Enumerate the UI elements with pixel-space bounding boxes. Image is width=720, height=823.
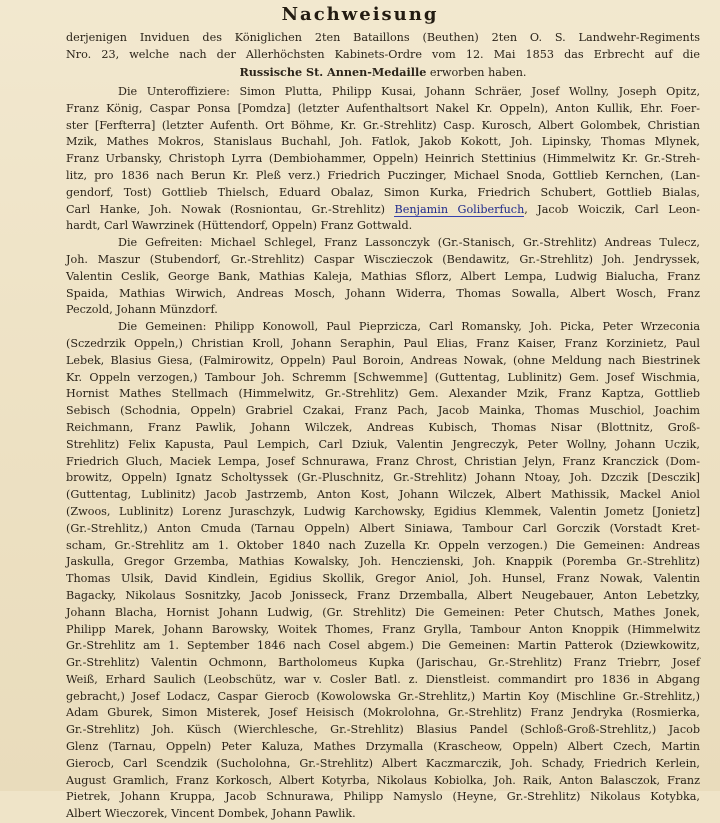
text-line: Johann Blacha, Hornist Johann Ludwig, (Gr. Strehlitz) Die Gemeinen: Peter Chutsch, Mathes Jonek, (66, 605, 700, 619)
text-line: gendorf, Tost) Gottlieb Thielsch, Eduard Obalaz, Simon Kurka, Friedrich Schubert, Gottlieb Bialas, (66, 185, 700, 199)
text-line: Strehlitz) Felix Kapusta, Paul Lempich, Carl Dziuk, Valentin Jengreczyk, Peter Wollny, Johann Uczik, (66, 437, 700, 451)
text-line: Lebek, Blasius Giesa, (Falmirowitz, Oppeln) Paul Boroin, Andreas Nowak, (ohne Meldung nach Biestrinek (66, 353, 700, 367)
text-line: Albert Wieczorek, Vincent Dombek, Johann Pawlik. (66, 807, 356, 821)
text-line: Thomas Ulsik, David Kindlein, Egidius Skollik, Gregor Aniol, Joh. Hunsel, Franz Nowak, Valentin (66, 572, 700, 586)
text-line: Die Gefreiten: Michael Schlegel, Franz Lassonczyk (Gr.-Stanisch, Gr.-Strehlitz) Andreas Tulecz, (118, 236, 700, 250)
text-line: Adam Gburek, Simon Misterek, Josef Heisisch (Mokrolohna, Gr.-Strehlitz) Franz Jendryka (Rosmierka, (66, 706, 700, 720)
text-line: Franz Urbansky, Christoph Lyrra (Dembiohammer, Oppeln) Heinrich Stettinius (Himmelwitz Kr. Gr.-Streh- (66, 152, 700, 166)
text-line: Peczold, Johann Münzdorf. (66, 303, 218, 317)
text-line: Sebisch (Schodnia, Oppeln) Grabriel Czakai, Franz Pach, Jacob Mainka, Thomas Muschiol, Joachim (66, 404, 700, 418)
text-line: Gr.-Strehlitz am 1. September 1846 nach Cosel abgem.) Die Gemeinen: Martin Patterok (Dziewkowitz, (66, 639, 700, 653)
paragraph-gefreiten (66, 235, 700, 319)
document-body (66, 84, 700, 823)
text-line: Philipp Marek, Johann Barowsky, Woitek Thomes, Franz Grylla, Tambour Anton Knoppik (Himmelwitz (66, 622, 700, 636)
intro-line: derjenigen Inviduen des Königlichen 2ten Bataillons (Beuthen) 2ten O. S. Landwehr-Regiments (66, 31, 700, 44)
intro-line: Nro. 23, welche nach der Allerhöchsten Kabinets-Ordre vom 12. Mai 1853 das Erbrecht auf die (66, 47, 700, 61)
text-line: Bagacky, Nikolaus Sosnitzky, Jacob Jonisseck, Franz Drzemballa, Albert Neugebauer, Anton Lebetzky, (66, 588, 700, 602)
document-title: Nachweisung (281, 4, 439, 25)
text-line: Carl Hanke, Joh. Nowak (Rosniontau, Gr.-Strehlitz) Benjamin Goliberfuch, Jacob Woiczik, Carl Leon- (66, 202, 700, 216)
text-line: scham, Gr.-Strehlitz am 1. Oktober 1840 nach Zuzella Kr. Oppeln verzogen.) Die Gemeinen: Andreas (66, 538, 700, 552)
text-line: ster [Ferfterra] (letzter Aufenth. Ort Böhme, Kr. Gr.-Strehlitz) Casp. Kurosch, Albert Golombek, Christian (66, 118, 700, 132)
text-line: Die Gemeinen: Philipp Konowoll, Paul Pieprzicza, Carl Romansky, Joh. Picka, Peter Wrzeconia (118, 320, 700, 334)
text-line: Hornist Mathes Stellmach (Himmelwitz, Gr.-Strehlitz) Gem. Alexander Mzik, Franz Kaptza, Gottlieb (66, 387, 700, 401)
text-line: hardt, Carl Wawrzinek (Hüttendorf, Oppeln) Franz Gottwald. (66, 219, 413, 233)
text-line: Gierocb, Carl Scendzik (Sucholohna, Gr.-Strehlitz) Albert Kaczmarczik, Joh. Schady, Friedrich Kerlein, (66, 756, 700, 770)
text-line: Gr.-Strehlitz) Joh. Küsch (Wierchlesche, Gr.-Strehlitz) Blasius Pandel (Schloß-Groß-Strehlitz,) Jacob (66, 723, 700, 737)
text-line: Mzik, Mathes Mokros, Stanislaus Buchahl, Joh. Fatlok, Jakob Kokott, Joh. Lipinsky, Thomas Mlynek, (66, 135, 700, 149)
text-line: Gr.-Strehlitz) Valentin Ochmonn, Bartholomeus Kupka (Jarischau, Gr.-Strehlitz) Franz Triebrr, Josef (66, 656, 700, 670)
text-line: (Gr.-Strehlitz,) Anton Cmuda (Tarnau Oppeln) Albert Siniawa, Tambour Carl Gorczik (Vorstadt Kret- (66, 521, 700, 535)
text-line: Kr. Oppeln verzogen,) Tambour Joh. Schremm [Schwemme] (Guttentag, Lublinitz) Gem. Josef Wischmia, (66, 370, 700, 384)
text-line: Franz König, Caspar Ponsa [Pomdza] (letzter Aufenthaltsort Nakel Kr. Oppeln), Anton Kullik, Ehr. Foer- (66, 101, 700, 115)
intro-line: Russische St. Annen-Medaille erworben haben. (239, 64, 527, 79)
text-line: (Guttentag, Lublinitz) Jacob Jastrzemb, Anton Kost, Johann Wilczek, Albert Mathissik, Mackel Aniol (66, 488, 700, 502)
text-line: Weiß, Erhard Saulich (Leobschütz, war v. Cosler Batl. z. Dienstleist. commandirt pro 1836 in Abgang (66, 672, 700, 686)
text-line: Reichmann, Franz Pawlik, Johann Wilczek, Andreas Kubisch, Thomas Nisar (Blottnitz, Groß- (66, 420, 700, 434)
paragraph-gemeinen (66, 319, 700, 823)
document-intro (66, 30, 700, 80)
text-line: litz, pro 1836 nach Berun Kr. Pleß verz.) Friedrich Puczinger, Michael Snoda, Gottlieb Kernchen, (Lan- (66, 168, 700, 182)
text-line: Valentin Ceslik, George Bank, Mathias Kaleja, Mathias Sflorz, Albert Lempa, Ludwig Bialucha, Franz (66, 269, 700, 283)
text-line: Jaskulla, Gregor Grzemba, Mathias Kowalsky, Joh. Henczienski, Joh. Knappik (Poremba Gr.-Strehlitz) (66, 555, 700, 569)
text-line: Friedrich Gluch, Maciek Lempa, Josef Schnurawa, Franz Chrost, Christian Jelyn, Franz Kranczick (Dom- (66, 454, 700, 468)
highlighted-name: Benjamin Goliberfuch (394, 202, 525, 216)
medal-name: Russische St. Annen-Medaille (239, 64, 427, 79)
text-line: Pietrek, Johann Kruppa, Jacob Schnurawa, Philipp Namyslo (Heyne, Gr.-Strehlitz) Nikolaus Kotybka, (66, 790, 700, 804)
text-line: Die Unteroffiziere: Simon Plutta, Philipp Kusai, Johann Schräer, Josef Wollny, Joseph Opitz, (118, 85, 700, 98)
text-line: Spaida, Mathias Wirwich, Andreas Mosch, Johann Widerra, Thomas Sowalla, Albert Wosch, Franz (66, 286, 700, 300)
text-line: Joh. Maszur (Stubendorf, Gr.-Strehlitz) Caspar Wisczieczok (Bendawitz, Gr.-Strehlitz) Joh. Jendryssek, (66, 252, 700, 266)
text-line: Glenz (Tarnau, Oppeln) Peter Kaluza, Mathes Drzymalla (Krascheow, Oppeln) Albert Czech, Martin (66, 740, 700, 754)
paragraph-unteroffiziere (66, 84, 700, 235)
text-line: August Gramlich, Franz Korkosch, Albert Kotyrba, Nikolaus Kobiolka, Joh. Raik, Anton Balasczok, Franz (66, 773, 700, 787)
text-line: browitz, Oppeln) Ignatz Scholtyssek (Gr.-Pluschnitz, Gr.-Strehlitz) Johann Ntoay, Joh. Dzczik [Desczik] (66, 471, 700, 485)
text-line: (Zwoos, Lublinitz) Lorenz Juraschzyk, Ludwig Karchowsky, Egidius Klemmek, Valentin Jometz [Jonietz] (66, 504, 700, 518)
text-line: gebracht,) Josef Lodacz, Caspar Gierocb (Kowolowska Gr.-Strehlitz,) Martin Koy (Mischline Gr.-Strehlitz,) (66, 689, 700, 703)
text-line: (Sczedrzik Oppeln,) Christian Kroll, Johann Seraphin, Paul Elias, Franz Kaiser, Franz Korzinietz, Paul (66, 336, 700, 350)
